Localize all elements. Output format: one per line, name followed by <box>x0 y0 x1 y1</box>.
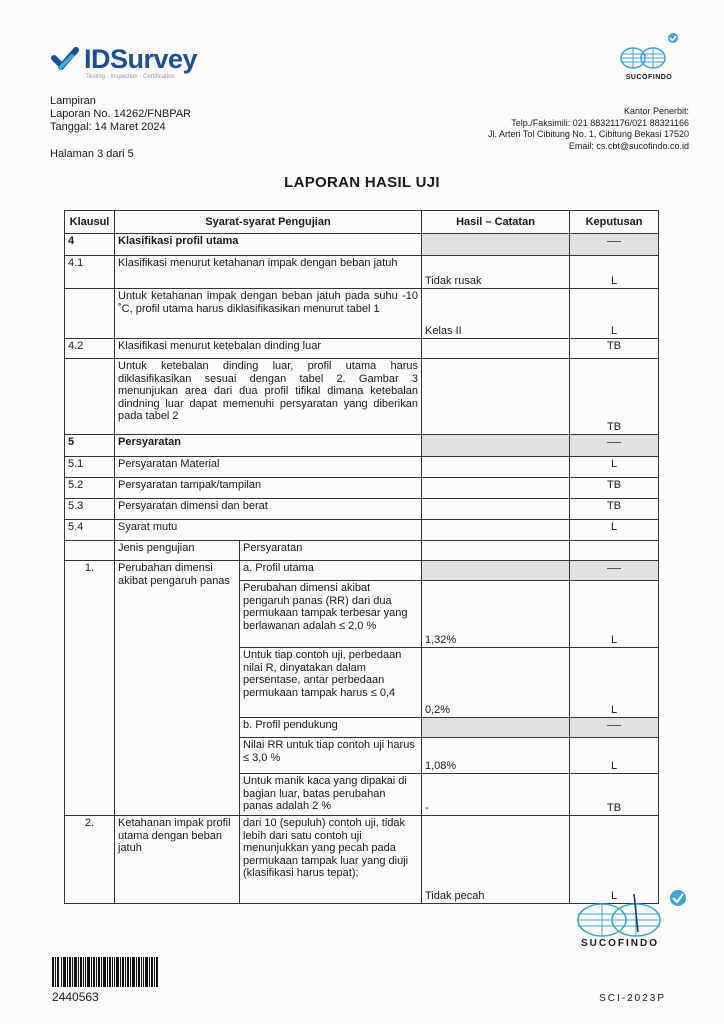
table-subheader-row <box>65 541 659 561</box>
requirement-section: b. Profil pendukung <box>240 718 422 738</box>
clause-cell: 5.3 <box>65 499 115 520</box>
requirement-cell: Persyaratan tampak/tampilan <box>115 478 422 499</box>
requirement-cell: Perubahan dimensi akibat pengaruh panas (RR) dari dua permukaan tampak terbesar yang berlawanan adalah ≤ 2,0 % <box>240 581 422 648</box>
table-row <box>65 561 659 581</box>
decision-cell: TB <box>570 774 659 816</box>
brand-tagline: Testing · Inspection · Certification <box>86 74 175 80</box>
office-address: Jl. Arteri Tol Cibitung No. 1, Cibitung Bekasi 17520 <box>488 129 689 139</box>
col-header-hasil: Hasil – Catatan <box>422 211 570 234</box>
result-cell <box>422 339 570 359</box>
requirement-cell: Persyaratan dimensi dan berat <box>115 499 422 520</box>
dash-icon <box>607 725 621 726</box>
decision-cell: TB <box>570 499 659 520</box>
table-row <box>65 435 659 457</box>
result-cell <box>422 561 570 581</box>
result-cell <box>422 435 570 457</box>
result-cell <box>422 718 570 738</box>
barcode-icon <box>52 957 158 987</box>
decision-cell <box>570 435 659 457</box>
clause-cell <box>65 359 115 435</box>
result-cell <box>422 541 570 561</box>
page-number: Halaman 3 dari 5 <box>50 148 134 160</box>
lampiran-label: Lampiran <box>50 95 96 107</box>
table-header-row <box>65 211 659 234</box>
requirement-cell: Persyaratan Material <box>115 457 422 478</box>
result-cell <box>422 457 570 478</box>
clause-cell <box>65 289 115 339</box>
table-row <box>65 816 659 904</box>
decision-cell <box>570 718 659 738</box>
sucofindo-logo <box>619 32 679 84</box>
stamp-text: SUCOFINDO <box>581 938 659 949</box>
table-row <box>65 359 659 435</box>
col-header-syarat: Syarat-syarat Pengujian <box>115 211 422 234</box>
clause-cell: 4 <box>65 234 115 256</box>
requirement-cell: Klasifikasi menurut ketebalan dinding luar <box>115 339 422 359</box>
report-meta <box>50 95 191 134</box>
decision-cell: L <box>570 816 659 904</box>
decision-cell <box>570 561 659 581</box>
result-cell: Tidak rusak <box>422 256 570 289</box>
requirement-text: dari 10 (sepuluh) contoh uji, tidak lebih dari satu contoh uji menunjukkan yang pecah pada permukaan tampak luar yang diuji <box>243 817 409 867</box>
issuing-office <box>488 106 689 152</box>
requirement-cell: Untuk ketebalan dinding luar, profil utama harus diklasifikasikan sesuai dengan tabel 2. Gambar 3 menunjukan area dari dua profil tifikal dimana ketebalan dindning luar dapat memenuhi persyaratan yang diberikan pada tabel 2 <box>115 359 422 435</box>
test-type: Ketahanan impak profil utama dengan beban jatuh <box>115 816 240 904</box>
result-cell: 1,08% <box>422 738 570 774</box>
table-row <box>65 520 659 541</box>
clause-cell: 5.1 <box>65 457 115 478</box>
report-date: Tanggal: 14 Maret 2024 <box>50 121 166 133</box>
test-number: 1. <box>65 561 115 816</box>
table-row <box>65 339 659 359</box>
clause-cell: 5 <box>65 435 115 457</box>
requirement-note: (klasifikasi harus tepat); <box>243 867 359 879</box>
requirement-cell: Untuk manik kaca yang dipakai di bagian luar, batas perubahan panas adalah 2 % <box>240 774 422 816</box>
result-cell: Tidak pecah <box>422 816 570 904</box>
decision-cell <box>570 234 659 256</box>
result-cell <box>422 234 570 256</box>
clause-cell: 5.2 <box>65 478 115 499</box>
requirement-cell: Klasifikasi menurut ketahanan impak dengan beban jatuh <box>115 256 422 289</box>
brand-name: IDSurvey <box>84 44 198 74</box>
result-cell: Kelas II <box>422 289 570 339</box>
col-header-keputusan: Keputusan <box>570 211 659 234</box>
globe-icon <box>619 32 679 72</box>
office-phone: Telp./Faksimili: 021 88321176/021 88321166 <box>511 117 689 128</box>
col-header-klausul: Klausul <box>65 211 115 234</box>
clause-cell: 4.1 <box>65 256 115 289</box>
requirement-cell: Untuk ketahanan impak dengan beban jatuh pada suhu -10 ˚C, profil utama harus diklasifikasikan menurut tabel 1 <box>115 289 422 339</box>
decision-cell: TB <box>570 339 659 359</box>
dash-icon <box>607 568 621 569</box>
decision-cell: L <box>570 256 659 289</box>
decision-cell: L <box>570 289 659 339</box>
requirement-cell: Syarat mutu <box>115 520 422 541</box>
result-cell <box>422 478 570 499</box>
decision-cell: L <box>570 648 659 718</box>
result-cell: 1,32% <box>422 581 570 648</box>
table-row <box>65 478 659 499</box>
office-title: Kantor Penerbit: <box>623 106 689 116</box>
clause-cell: 4.2 <box>65 339 115 359</box>
dash-icon <box>607 442 621 443</box>
sucofindo-stamp <box>574 888 688 954</box>
requirement-section: a. Profil utama <box>240 561 422 581</box>
decision-cell: L <box>570 457 659 478</box>
office-email: Email: cs.cbt@sucofindo.co.id <box>568 140 689 151</box>
barcode-number: 2440563 <box>52 990 99 1004</box>
result-cell <box>422 520 570 541</box>
clause-cell <box>65 541 115 561</box>
decision-cell: L <box>570 738 659 774</box>
table-row <box>65 457 659 478</box>
table-row <box>65 289 659 339</box>
requirement-cell: Persyaratan <box>115 435 422 457</box>
decision-cell: TB <box>570 478 659 499</box>
table-row <box>65 234 659 256</box>
result-cell: 0,2% <box>422 648 570 718</box>
report-number: Laporan No. 14262/FNBPAR <box>50 108 192 120</box>
result-cell <box>422 359 570 435</box>
requirement-cell: Nilai RR untuk tiap contoh uji harus ≤ 3,0 % <box>240 738 422 774</box>
result-cell <box>422 499 570 520</box>
test-result-table <box>64 210 659 904</box>
decision-cell: L <box>570 581 659 648</box>
requirement-header: Persyaratan <box>240 541 422 561</box>
form-code: SCI-2023P <box>599 993 666 1004</box>
decision-cell: TB <box>570 359 659 435</box>
requirement-cell: Klasifikasi profil utama <box>115 234 422 256</box>
test-number: 2. <box>65 816 115 904</box>
requirement-cell <box>240 816 422 904</box>
decision-cell <box>570 541 659 561</box>
result-cell: - <box>422 774 570 816</box>
document-title: LAPORAN HASIL UJI <box>284 174 440 191</box>
requirement-cell: Untuk tiap contoh uji, perbedaan nilai R, dinyatakan dalam persentase, antar perbedaan permukaan tampak harus ≤ 0,4 <box>240 648 422 718</box>
stamp-globe-icon <box>574 888 688 938</box>
table-row <box>65 499 659 520</box>
test-type-header: Jenis pengujian <box>115 541 240 561</box>
partner-logo-text: SUCOFINDO <box>625 74 673 81</box>
clause-cell: 5.4 <box>65 520 115 541</box>
test-type: Perubahan dimensi akibat pengaruh panas <box>115 561 240 816</box>
idsurvey-mark-icon <box>50 46 80 74</box>
dash-icon <box>607 241 621 242</box>
table-row <box>65 256 659 289</box>
decision-cell: L <box>570 520 659 541</box>
